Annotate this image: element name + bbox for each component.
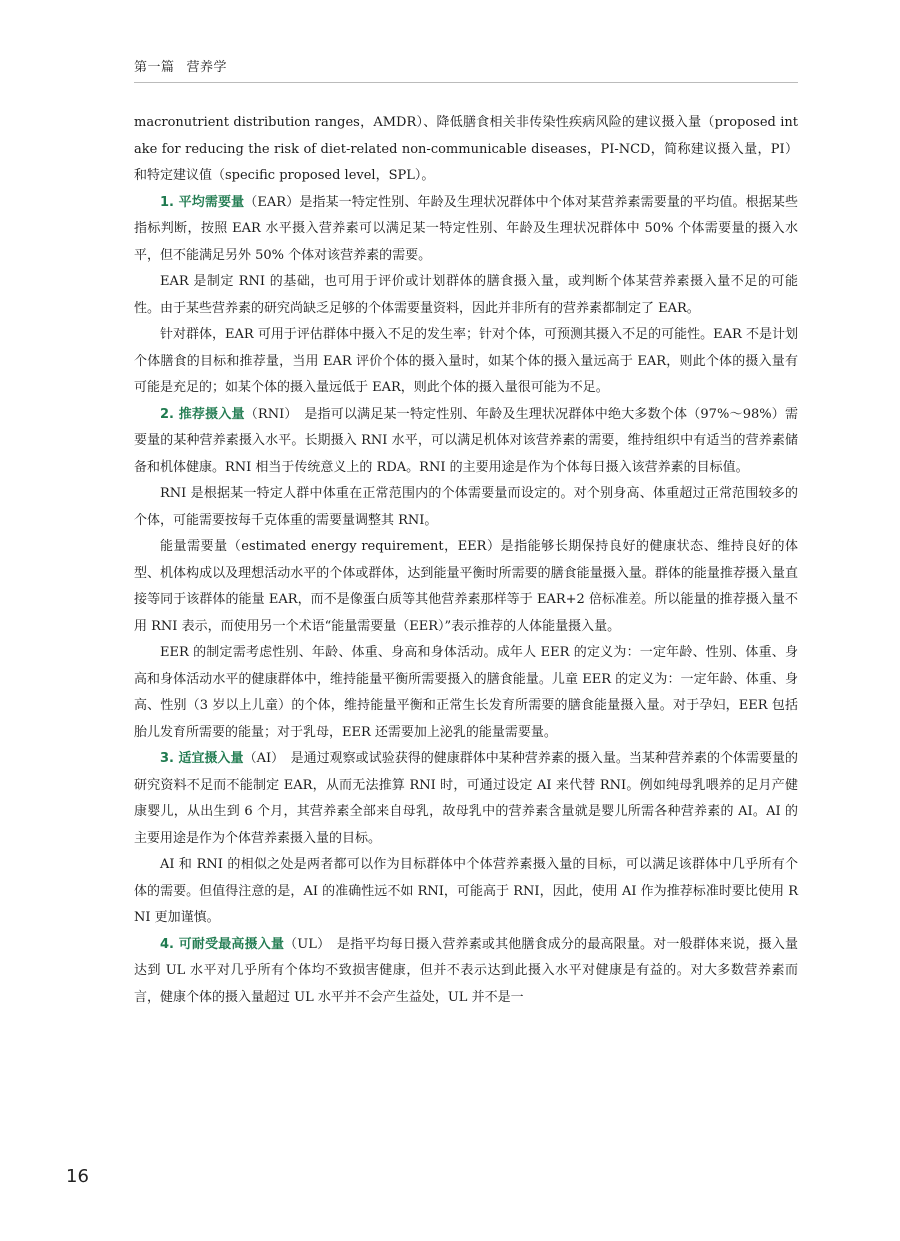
page-number: 16 (66, 1166, 89, 1187)
term-heading-ear: 1. 平均需要量 (160, 194, 245, 210)
term-heading-ul: 4. 可耐受最高摄入量 (160, 936, 285, 952)
paragraph-rni-adjustment: RNI 是根据某一特定人群中体重在正常范围内的个体需要量而设定的。对个别身高、体重超过正常范围较多的个体，可能需要按每千克体重的需要量调整其 RNI。 (134, 486, 798, 528)
term-heading-ai: 3. 适宜摄入量 (160, 751, 244, 766)
paragraph-ul-definition (134, 932, 798, 1012)
section-title: 营养学 (186, 60, 228, 75)
paragraph-text: （EAR）是指某一特定性别、年龄及生理状况群体中个体对某营养素需要量的平均值。根据某些指标判断，按照 EAR 水平摄入营养素可以满足某一特定性别、年龄及生理状况群体中 50% 个体需要量的摄入水平，但不能满足另外 50% 个体对该营养素的需要。 (134, 194, 799, 263)
paragraph-rni-definition (134, 402, 798, 482)
body-text (134, 110, 798, 1011)
paragraph-ear-usage: 针对群体，EAR 可用于评估群体中摄入不足的发生率；针对个体，可预测其摄入不足的可能性。EAR 不是计划个体膳食的目标和推荐量，当用 EAR 评价个体的摄入量时，如某个体的摄入量远高于 EAR，则此个体的摄入量有可能是充足的；如某个体的摄入量远低于 EAR，则此个体的摄入量很可能为不足。 (134, 327, 798, 395)
paragraph-eer-factors: EER 的制定需考虑性别、年龄、体重、身高和身体活动。成年人 EER 的定义为：一定年龄、性别、体重、身高和身体活动水平的健康群体中，维持能量平衡所需要摄入的膳食能量。儿童 EER 的定义为：一定年龄、体重、身高、性别（3 岁以上儿童）的个体，维持能量平衡和正常生长发育所需要的膳食能量摄入量。对于孕妇，EER 包括胎儿发育所需要的能量；对于乳母，EER 还需要加上泌乳的能量需要量。 (134, 645, 798, 740)
paragraph-continuation: macronutrient distribution ranges，AMDR）、降低膳食相关非传染性疾病风险的建议摄入量（proposed intake for reducing the risk of diet-related non-communicable diseases，PI-NCD，简称建议摄入量，PI）和特定建议值（specific proposed level，SPL）。 (134, 115, 798, 183)
paragraph-ear-definition (134, 190, 798, 270)
paragraph-text: （UL） 是指平均每日摄入营养素或其他膳食成分的最高限量。对一般群体来说，摄入量达到 UL 水平对几乎所有个体均不致损害健康，但并不表示达到此摄入水平对健康是有益的。对大多数营养素而言，健康个体的摄入量超过 UL 水平并不会产生益处，UL 并不是一 (134, 936, 798, 1005)
paragraph-eer-definition: 能量需要量（estimated energy requirement，EER）是指能够长期保持良好的健康状态、维持良好的体型、机体构成以及理想活动水平的个体或群体，达到能量平衡时所需要的膳食能量摄入量。群体的能量推荐摄入量直接等同于该群体的能量 EAR，而不是像蛋白质等其他营养素那样等于 EAR+2 倍标准差。所以能量的推荐摄入量不用 RNI 表示，而使用另一个术语“能量需要量（EER）”表示推荐的人体能量摄入量。 (134, 539, 798, 634)
running-head (134, 56, 227, 75)
paragraph-text: （AI） 是通过观察或试验获得的健康群体中某种营养素的摄入量。当某种营养素的个体需要量的研究资料不足而不能制定 EAR，从而无法推算 RNI 时，可通过设定 AI 来代替 RNI。例如纯母乳喂养的足月产健康婴儿，从出生到 6 个月，其营养素全部来自母乳，故母乳中的营养素含量就是婴儿所需各种营养素的 AI。AI 的主要用途是作为个体营养素摄入量的目标。 (134, 751, 798, 846)
paragraph-text: （RNI） 是指可以满足某一特定性别、年龄及生理状况群体中绝大多数个体（97%～98%）需要量的某种营养素摄入水平。长期摄入 RNI 水平，可以满足机体对该营养素的需要，维持组织中有适当的营养素储备和机体健康。RNI 相当于传统意义上的 RDA。RNI 的主要用途是作为个体每日摄入该营养素的目标值。 (134, 406, 799, 475)
paragraph-ai-definition (134, 746, 798, 852)
paragraph-ear-basis: EAR 是制定 RNI 的基础，也可用于评价或计划群体的膳食摄入量，或判断个体某营养素摄入量不足的可能性。由于某些营养素的研究尚缺乏足够的个体需要量资料，因此并非所有的营养素都制定了 EAR。 (134, 274, 798, 316)
header-rule (134, 82, 798, 83)
term-heading-rni: 2. 推荐摄入量 (160, 406, 245, 422)
paragraph-ai-rni-comparison: AI 和 RNI 的相似之处是两者都可以作为目标群体中个体营养素摄入量的目标，可以满足该群体中几乎所有个体的需要。但值得注意的是，AI 的准确性远不如 RNI，可能高于 RNI，因此，使用 AI 作为推荐标准时要比使用 RNI 更加谨慎。 (134, 857, 798, 925)
part-label: 第一篇 (134, 60, 175, 75)
